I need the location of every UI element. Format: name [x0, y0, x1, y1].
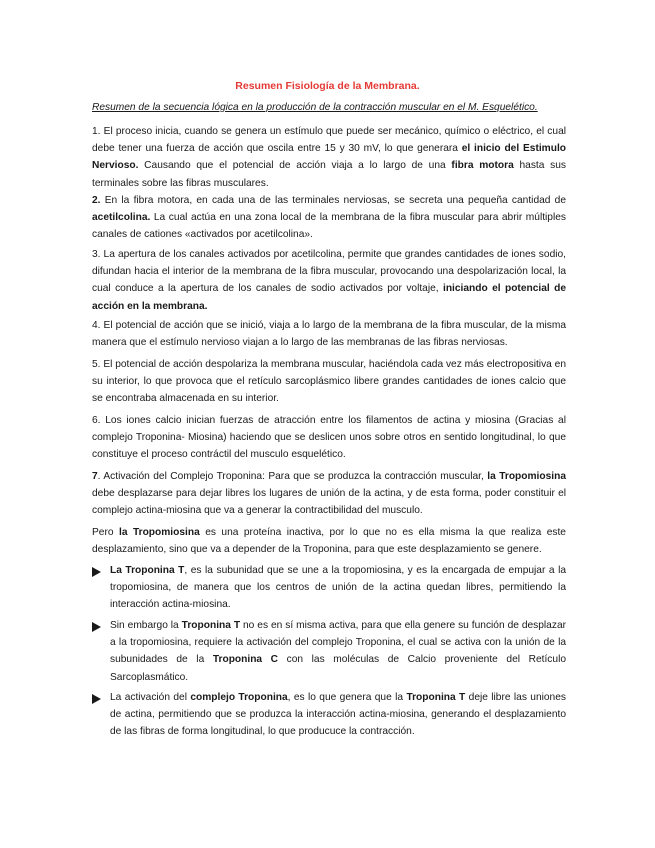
- paragraph-3: 3. La apertura de los canales activados por acetilcolina, permite que grandes cantidades de iones sodio, difundan hacia el interior de la membrana de la fibra muscular, provocando una despolarización local, la cual conduce a la apertura de los canales de sodio activados por voltaje, iniciando el potencial de acción en la membrana.: [92, 249, 566, 312]
- paragraph-1: 1. El proceso inicia, cuando se genera un estímulo que puede ser mecánico, químico o eléctrico, el cual debe tener una fuerza de acción que oscila entre 15 y 30 mV, lo que generara el inicio del Estimulo Nervioso. Causando que el potencial de acción viaja a lo largo de una fibra motora hasta sus terminales sobre las fibras musculares.: [92, 126, 567, 189]
- paragraph-6: 6. Los iones calcio inician fuerzas de atracción entre los filamentos de actina y miosina (Gracias al complejo Troponina- Miosina) haciendo que se deslicen unos sobre otros en sentido longitudinal, lo que constituye el proceso contráctil del musculo esquelético.: [92, 415, 566, 461]
- paragraph-4: 4. El potencial de acción que se inició, viaja a lo largo de la membrana de la fibra muscular, de la misma manera que el estímulo nervioso viajan a lo largo de las membranas de las fibras nerviosas.: [92, 320, 566, 349]
- paragraph-5: 5. El potencial de acción despolariza la membrana muscular, haciéndola cada vez más electropositiva en su interior, lo que provoca que el retículo sarcoplásmico libere grandes cantidades de iones calcio que se encontraba almacenada en su interior.: [92, 359, 566, 405]
- page-subtitle: Resumen de la secuencia lógica en la producción de la contracción muscular en el M. Esquelético.: [92, 102, 538, 113]
- paragraph-2: 2. En la fibra motora, en cada una de las terminales nerviosas, se secreta una pequeña cantidad de acetilcolina. La cual actúa en una zona local de la membrana de la fibra muscular para abrir múltiples canales de cationes «activados por acetilcolina».: [92, 195, 566, 241]
- paragraph-7: 7. Activación del Complejo Troponina: Para que se produzca la contracción muscular, la Tropomiosina debe desplazarse para dejar libres los lugares de unión de la actina, y de esta forma, poder constituir el complejo actina-miosina que va a generar la contractibilidad del musculo.: [92, 471, 566, 517]
- bullet-arrow-icon: [92, 622, 101, 632]
- bullet-item-1: La Troponina T, es la subunidad que se une a la tropomiosina, y es la encargada de empujar a la tropomiosina, de manera que los centros de unión de la actina quedan libres, permitiendo la interacción actina-miosina.: [110, 565, 566, 611]
- page-title: Resumen Fisiología de la Membrana.: [235, 80, 420, 92]
- bullet-item-3: La activación del complejo Troponina, es lo que genera que la Troponina T deje libre las uniones de actina, permitiendo que se produzca la interacción actina-miosina, generando el desplazamiento de las fibras de forma longitudinal, lo que producuce la contracción.: [110, 692, 566, 738]
- bullet-arrow-icon: [92, 694, 101, 704]
- bullet-arrow-icon: [92, 567, 101, 577]
- paragraph-8: Pero la Tropomiosina es una proteína inactiva, por lo que no es ella misma la que realiza este desplazamiento, sino que va a depender de la Troponina, para que este desplazamiento se genere.: [92, 527, 566, 556]
- bullet-item-2: Sin embargo la Troponina T no es en sí misma activa, para que ella genere su función de desplazar a la tropomiosina, requiere la activación del complejo Troponina, el cual se activa con la unión de la subunidades de la Troponina C con las moléculas de Calcio proveniente del Retículo Sarcoplasmático.: [110, 620, 567, 683]
